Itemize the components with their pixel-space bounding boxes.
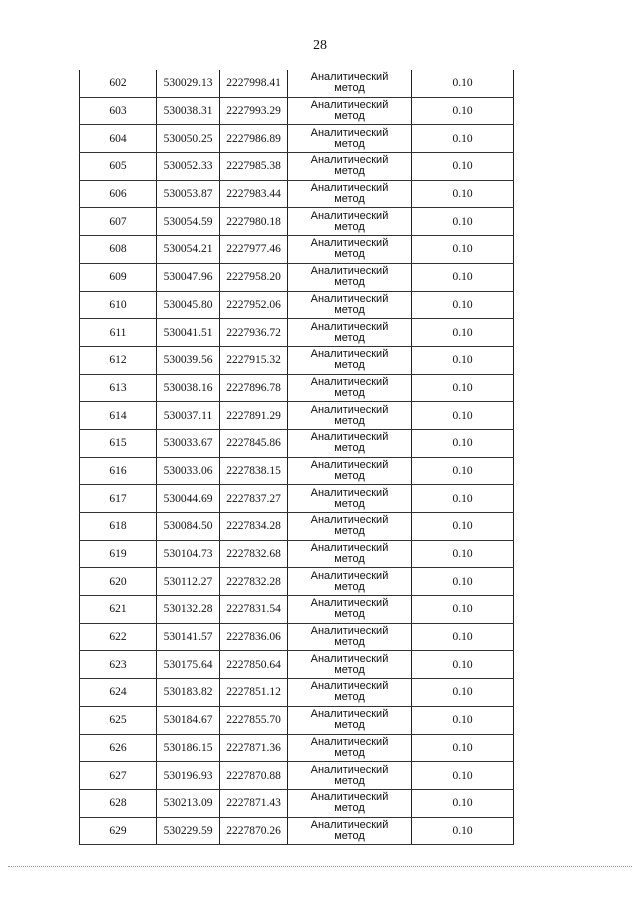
method-cell (288, 70, 412, 97)
method-cell (288, 706, 412, 734)
y-coordinate-cell: 2227870.88 (220, 762, 288, 790)
method-line-2: метод (334, 553, 365, 566)
accuracy-cell: 0.10 (412, 679, 514, 707)
y-coordinate-cell: 2227836.06 (220, 623, 288, 651)
accuracy-cell: 0.10 (412, 208, 514, 236)
method-line-1: Аналитический (310, 71, 389, 84)
method-cell (288, 125, 412, 153)
method-cell (288, 291, 412, 319)
method-line-2: метод (334, 691, 365, 704)
method-line-1: Аналитический (310, 265, 389, 278)
method-line-2: метод (334, 331, 365, 344)
table-row (80, 485, 514, 513)
x-coordinate-cell: 530054.21 (157, 236, 220, 264)
method-line-2: метод (334, 746, 365, 759)
point-number-cell: 617 (80, 485, 157, 513)
point-number-cell: 622 (80, 623, 157, 651)
point-number-cell: 626 (80, 734, 157, 762)
point-number-cell: 612 (80, 346, 157, 374)
x-coordinate-cell: 530104.73 (157, 540, 220, 568)
accuracy-cell: 0.10 (412, 457, 514, 485)
method-cell (288, 596, 412, 624)
method-line-2: метод (334, 719, 365, 732)
y-coordinate-cell: 2227832.68 (220, 540, 288, 568)
table-row (80, 596, 514, 624)
point-number-cell: 627 (80, 762, 157, 790)
method-line-2: метод (334, 608, 365, 621)
point-number-cell: 629 (80, 817, 157, 845)
method-line-1: Аналитический (310, 597, 389, 610)
method-cell (288, 789, 412, 817)
x-coordinate-cell: 530050.25 (157, 125, 220, 153)
table-row (80, 540, 514, 568)
table-row (80, 789, 514, 817)
table-row (80, 153, 514, 181)
x-coordinate-cell: 530213.09 (157, 789, 220, 817)
method-cell (288, 153, 412, 181)
y-coordinate-cell: 2227993.29 (220, 97, 288, 125)
method-line-1: Аналитический (310, 209, 389, 222)
accuracy-cell: 0.10 (412, 596, 514, 624)
method-cell (288, 208, 412, 236)
method-line-1: Аналитический (310, 431, 389, 444)
table-row (80, 125, 514, 153)
table-row (80, 817, 514, 845)
method-line-1: Аналитический (310, 625, 389, 638)
y-coordinate-cell: 2227855.70 (220, 706, 288, 734)
page-number: 28 (313, 38, 327, 53)
x-coordinate-cell: 530029.13 (157, 70, 220, 97)
accuracy-cell: 0.10 (412, 623, 514, 651)
x-coordinate-cell: 530038.16 (157, 374, 220, 402)
method-line-2: метод (334, 636, 365, 649)
x-coordinate-cell: 530053.87 (157, 180, 220, 208)
method-line-1: Аналитический (310, 569, 389, 582)
accuracy-cell: 0.10 (412, 789, 514, 817)
method-cell (288, 540, 412, 568)
y-coordinate-cell: 2227851.12 (220, 679, 288, 707)
point-number-cell: 606 (80, 180, 157, 208)
method-line-1: Аналитический (310, 237, 389, 250)
method-cell (288, 513, 412, 541)
accuracy-cell: 0.10 (412, 125, 514, 153)
accuracy-cell: 0.10 (412, 291, 514, 319)
x-coordinate-cell: 530183.82 (157, 679, 220, 707)
method-line-2: метод (334, 276, 365, 289)
table-row (80, 97, 514, 125)
method-cell (288, 97, 412, 125)
method-cell (288, 346, 412, 374)
table-row (80, 346, 514, 374)
x-coordinate-cell: 530039.56 (157, 346, 220, 374)
y-coordinate-cell: 2227838.15 (220, 457, 288, 485)
method-line-2: метод (334, 165, 365, 178)
point-number-cell: 605 (80, 153, 157, 181)
x-coordinate-cell: 530033.06 (157, 457, 220, 485)
method-line-2: метод (334, 303, 365, 316)
point-number-cell: 623 (80, 651, 157, 679)
method-cell (288, 623, 412, 651)
x-coordinate-cell: 530186.15 (157, 734, 220, 762)
accuracy-cell: 0.10 (412, 485, 514, 513)
table-row (80, 70, 514, 97)
x-coordinate-cell: 530112.27 (157, 568, 220, 596)
method-cell (288, 429, 412, 457)
point-number-cell: 611 (80, 319, 157, 347)
point-number-cell: 613 (80, 374, 157, 402)
method-cell (288, 180, 412, 208)
table-row (80, 429, 514, 457)
table-row (80, 180, 514, 208)
y-coordinate-cell: 2227952.06 (220, 291, 288, 319)
table-row (80, 568, 514, 596)
y-coordinate-cell: 2227871.36 (220, 734, 288, 762)
method-line-1: Аналитический (310, 652, 389, 665)
method-line-2: метод (334, 525, 365, 538)
method-line-2: метод (334, 829, 365, 842)
x-coordinate-cell: 530084.50 (157, 513, 220, 541)
accuracy-cell: 0.10 (412, 180, 514, 208)
point-number-cell: 620 (80, 568, 157, 596)
y-coordinate-cell: 2227850.64 (220, 651, 288, 679)
accuracy-cell: 0.10 (412, 706, 514, 734)
table-row (80, 402, 514, 430)
x-coordinate-cell: 530037.11 (157, 402, 220, 430)
method-cell (288, 263, 412, 291)
method-line-2: метод (334, 414, 365, 427)
y-coordinate-cell: 2227915.32 (220, 346, 288, 374)
table-row (80, 651, 514, 679)
accuracy-cell: 0.10 (412, 568, 514, 596)
accuracy-cell: 0.10 (412, 97, 514, 125)
method-line-2: метод (334, 469, 365, 482)
table-row (80, 319, 514, 347)
point-number-cell: 624 (80, 679, 157, 707)
table-row (80, 762, 514, 790)
table-row (80, 706, 514, 734)
y-coordinate-cell: 2227977.46 (220, 236, 288, 264)
y-coordinate-cell: 2227983.44 (220, 180, 288, 208)
accuracy-cell: 0.10 (412, 402, 514, 430)
accuracy-cell: 0.10 (412, 817, 514, 845)
method-line-1: Аналитический (310, 99, 389, 112)
table-row (80, 374, 514, 402)
method-cell (288, 457, 412, 485)
method-line-1: Аналитический (310, 514, 389, 527)
method-line-1: Аналитический (310, 126, 389, 139)
method-line-1: Аналитический (310, 458, 389, 471)
method-line-1: Аналитический (310, 375, 389, 388)
x-coordinate-cell: 530175.64 (157, 651, 220, 679)
point-number-cell: 621 (80, 596, 157, 624)
point-number-cell: 619 (80, 540, 157, 568)
point-number-cell: 615 (80, 429, 157, 457)
y-coordinate-cell: 2227834.28 (220, 513, 288, 541)
table-row (80, 679, 514, 707)
x-coordinate-cell: 530141.57 (157, 623, 220, 651)
method-line-2: метод (334, 497, 365, 510)
method-line-1: Аналитический (310, 791, 389, 804)
method-line-2: метод (334, 248, 365, 261)
method-cell (288, 319, 412, 347)
method-line-2: метод (334, 386, 365, 399)
method-cell (288, 679, 412, 707)
x-coordinate-cell: 530132.28 (157, 596, 220, 624)
method-line-2: метод (334, 359, 365, 372)
method-line-1: Аналитический (310, 182, 389, 195)
method-line-1: Аналитический (310, 486, 389, 499)
table-row (80, 457, 514, 485)
table-row (80, 734, 514, 762)
y-coordinate-cell: 2227870.26 (220, 817, 288, 845)
x-coordinate-cell: 530033.67 (157, 429, 220, 457)
point-number-cell: 628 (80, 789, 157, 817)
coordinates-table (79, 70, 514, 845)
y-coordinate-cell: 2227845.86 (220, 429, 288, 457)
point-number-cell: 614 (80, 402, 157, 430)
x-coordinate-cell: 530038.31 (157, 97, 220, 125)
method-line-2: метод (334, 774, 365, 787)
x-coordinate-cell: 530054.59 (157, 208, 220, 236)
method-line-1: Аналитический (310, 154, 389, 167)
method-line-2: метод (334, 82, 365, 95)
method-line-1: Аналитический (310, 708, 389, 721)
method-cell (288, 817, 412, 845)
point-number-cell: 616 (80, 457, 157, 485)
point-number-cell: 625 (80, 706, 157, 734)
method-cell (288, 485, 412, 513)
point-number-cell: 604 (80, 125, 157, 153)
method-line-1: Аналитический (310, 735, 389, 748)
method-line-2: метод (334, 442, 365, 455)
method-line-1: Аналитический (310, 818, 389, 831)
x-coordinate-cell: 530045.80 (157, 291, 220, 319)
x-coordinate-cell: 530052.33 (157, 153, 220, 181)
method-line-2: метод (334, 802, 365, 815)
y-coordinate-cell: 2227832.28 (220, 568, 288, 596)
method-line-2: метод (334, 137, 365, 150)
method-line-1: Аналитический (310, 320, 389, 333)
method-line-2: метод (334, 220, 365, 233)
method-line-2: метод (334, 663, 365, 676)
accuracy-cell: 0.10 (412, 236, 514, 264)
point-number-cell: 602 (80, 70, 157, 97)
x-coordinate-cell: 530196.93 (157, 762, 220, 790)
method-line-2: метод (334, 193, 365, 206)
point-number-cell: 610 (80, 291, 157, 319)
method-line-1: Аналитический (310, 348, 389, 361)
accuracy-cell: 0.10 (412, 153, 514, 181)
point-number-cell: 608 (80, 236, 157, 264)
y-coordinate-cell: 2227896.78 (220, 374, 288, 402)
x-coordinate-cell: 530229.59 (157, 817, 220, 845)
y-coordinate-cell: 2227891.29 (220, 402, 288, 430)
method-line-1: Аналитический (310, 542, 389, 555)
scan-artifact-line (8, 866, 632, 868)
table-row (80, 263, 514, 291)
method-cell (288, 734, 412, 762)
method-cell (288, 762, 412, 790)
x-coordinate-cell: 530044.69 (157, 485, 220, 513)
method-line-1: Аналитический (310, 403, 389, 416)
y-coordinate-cell: 2227837.27 (220, 485, 288, 513)
accuracy-cell: 0.10 (412, 540, 514, 568)
y-coordinate-cell: 2227980.18 (220, 208, 288, 236)
point-number-cell: 607 (80, 208, 157, 236)
x-coordinate-cell: 530047.96 (157, 263, 220, 291)
table-row (80, 236, 514, 264)
accuracy-cell: 0.10 (412, 263, 514, 291)
method-cell (288, 402, 412, 430)
method-cell (288, 568, 412, 596)
accuracy-cell: 0.10 (412, 734, 514, 762)
method-cell (288, 651, 412, 679)
method-cell (288, 374, 412, 402)
accuracy-cell: 0.10 (412, 346, 514, 374)
y-coordinate-cell: 2227831.54 (220, 596, 288, 624)
accuracy-cell: 0.10 (412, 762, 514, 790)
coordinates-table-body (80, 70, 514, 845)
x-coordinate-cell: 530041.51 (157, 319, 220, 347)
table-row (80, 513, 514, 541)
y-coordinate-cell: 2227998.41 (220, 70, 288, 97)
accuracy-cell: 0.10 (412, 70, 514, 97)
y-coordinate-cell: 2227985.38 (220, 153, 288, 181)
table-row (80, 291, 514, 319)
point-number-cell: 609 (80, 263, 157, 291)
method-line-1: Аналитический (310, 292, 389, 305)
method-line-2: метод (334, 110, 365, 123)
accuracy-cell: 0.10 (412, 319, 514, 347)
table-row (80, 623, 514, 651)
y-coordinate-cell: 2227986.89 (220, 125, 288, 153)
method-cell (288, 236, 412, 264)
y-coordinate-cell: 2227936.72 (220, 319, 288, 347)
method-line-1: Аналитический (310, 680, 389, 693)
accuracy-cell: 0.10 (412, 651, 514, 679)
x-coordinate-cell: 530184.67 (157, 706, 220, 734)
point-number-cell: 618 (80, 513, 157, 541)
method-line-1: Аналитический (310, 763, 389, 776)
method-line-2: метод (334, 580, 365, 593)
table-row (80, 208, 514, 236)
accuracy-cell: 0.10 (412, 513, 514, 541)
y-coordinate-cell: 2227871.43 (220, 789, 288, 817)
accuracy-cell: 0.10 (412, 429, 514, 457)
point-number-cell: 603 (80, 97, 157, 125)
accuracy-cell: 0.10 (412, 374, 514, 402)
y-coordinate-cell: 2227958.20 (220, 263, 288, 291)
